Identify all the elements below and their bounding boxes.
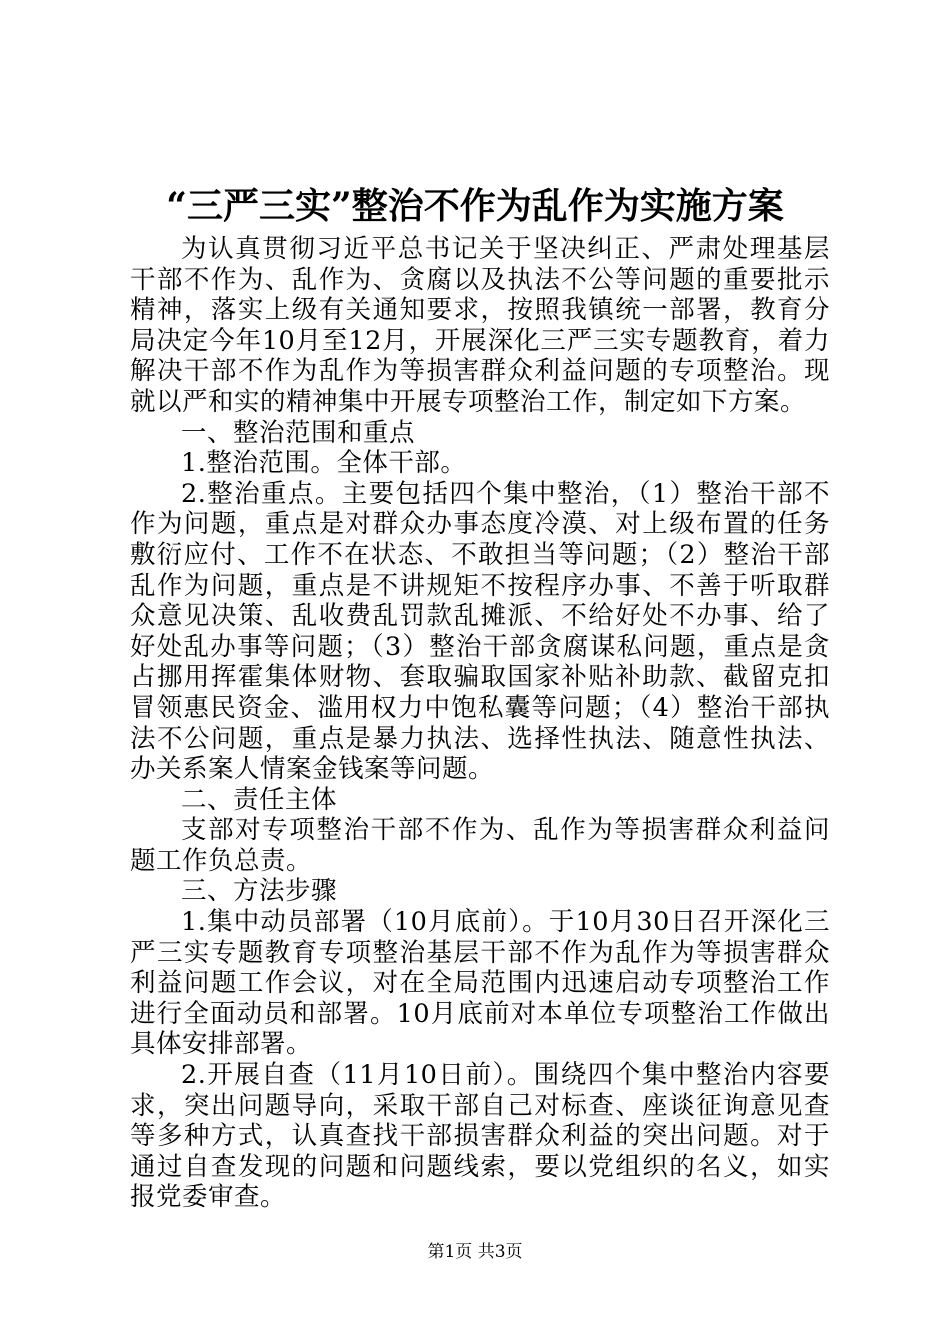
section-heading-steps: 三、方法步骤	[181, 876, 338, 907]
focus-paragraph: 2.整治重点。主要包括四个集中整治，（1）整治干部不作为问题，重点是对群众办事态度冷漠、对上级布置的任务敷衍应付、工作不在状态、不敢担当等问题；（2）整治干部乱作为问题，重点是不讲规矩不按程序办事、不善于听取群众意见决策、乱收费乱罚款乱摊派、不给好处不办事、给了好处乱办事等问题；（3）整治干部贪腐谋私问题，重点是贪占挪用挥霍集体财物、套取骗取国家补贴补助款、截留克扣冒领惠民资金、滥用权力中饱私囊等问题；（4）整治干部执法不公问题，重点是暴力执法、选择性执法、随意性执法、办关系案人情案金钱案等问题。	[130, 478, 830, 785]
page-number-footer: 第1页 共3页	[427, 1242, 523, 1262]
section-heading-scope: 一、整治范围和重点	[181, 417, 416, 448]
responsibility-paragraph: 支部对专项整治干部不作为、乱作为等损害群众利益问题工作负总责。	[130, 815, 830, 876]
intro-paragraph: 为认真贯彻习近平总书记关于坚决纠正、严肃处理基层干部不作为、乱作为、贪腐以及执法不公等问题的重要批示精神，落实上级有关通知要求，按照我镇统一部署，教育分局决定今年10月至12月，开展深化三严三实专题教育，着力解决干部不作为乱作为等损害群众利益问题的专项整治。现就以严和实的精神集中开展专项整治工作，制定如下方案。	[130, 234, 830, 417]
document-title: “三严三实”整治不作为乱作为实施方案	[166, 185, 784, 227]
document-body	[130, 234, 830, 1213]
section-heading-responsibility: 二、责任主体	[181, 784, 338, 815]
step-two-paragraph: 2.开展自查（11月10日前）。围绕四个集中整治内容要求，突出问题导向，采取干部自己对标查、座谈征询意见查等多种方式，认真查找干部损害群众利益的突出问题。对于通过自查发现的问题和问题线索，要以党组织的名义，如实报党委审查。	[130, 1060, 830, 1213]
step-one-paragraph: 1.集中动员部署（10月底前）。于10月30日召开深化三严三实专题教育专项整治基层干部不作为乱作为等损害群众利益问题工作会议，对在全局范围内迅速启动专项整治工作进行全面动员和部署。10月底前对本单位专项整治工作做出具体安排部署。	[130, 907, 830, 1060]
scope-paragraph: 1.整治范围。全体干部。	[181, 448, 467, 479]
